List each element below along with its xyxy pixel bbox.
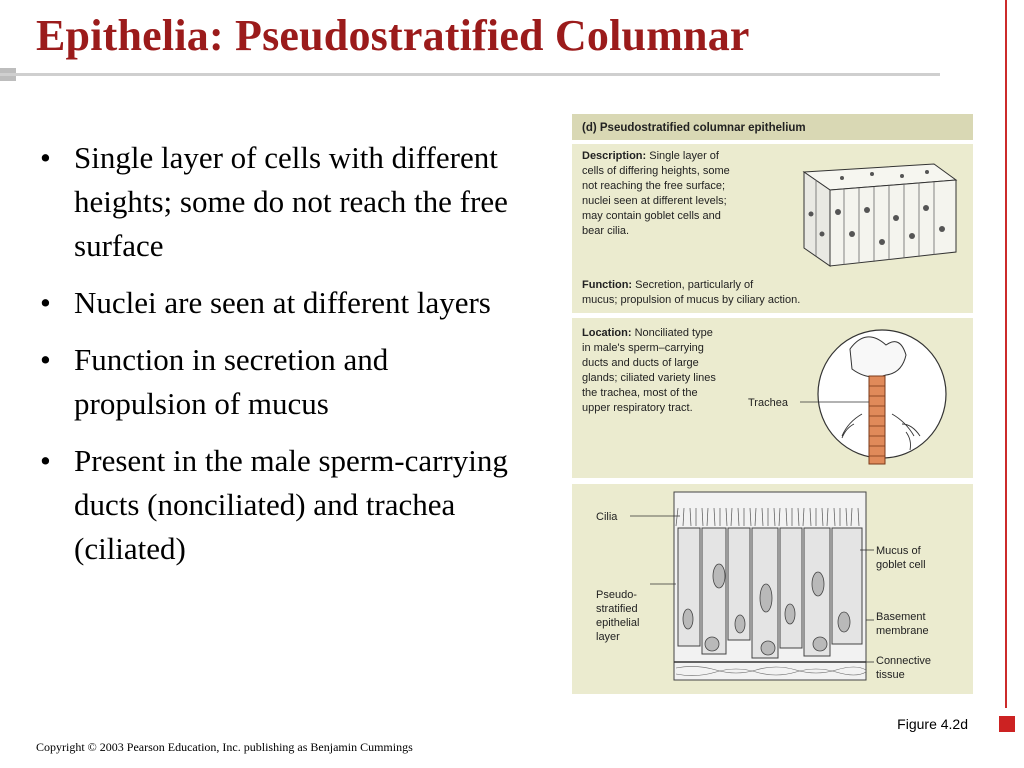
location-text: in male's sperm–carrying — [582, 342, 704, 354]
location-label: Location: — [582, 327, 632, 339]
corner-accent-square — [999, 716, 1015, 732]
figure-header: (d) Pseudostratified columnar epithelium — [582, 122, 806, 134]
connective-label: tissue — [876, 669, 905, 681]
location-line — [582, 327, 713, 339]
function-text: Secretion, particularly of — [635, 279, 754, 291]
description-text: nuclei seen at different levels; — [582, 195, 727, 207]
micrograph-illustration — [630, 492, 874, 680]
bullet-icon: • — [40, 285, 51, 320]
description-line — [582, 150, 720, 162]
bullet-icon: • — [40, 140, 51, 175]
mucus-label: goblet cell — [876, 559, 926, 571]
layer-label: stratified — [596, 603, 638, 615]
copyright-footer: Copyright © 2003 Pearson Education, Inc. publishing as Benjamin Cummings — [36, 740, 413, 754]
description-text: cells of differing heights, some — [582, 165, 730, 177]
bullet-list — [36, 136, 516, 584]
function-label: Function: — [582, 279, 633, 291]
epithelium-figure — [572, 114, 973, 694]
function-text: mucus; propulsion of mucus by ciliary action. — [582, 294, 801, 306]
bullet-icon: • — [40, 443, 51, 478]
function-line — [582, 279, 754, 291]
location-text: Nonciliated type — [634, 327, 713, 339]
layer-label: epithelial — [596, 617, 640, 629]
mucus-label: Mucus of — [876, 545, 921, 557]
trachea-illustration — [800, 330, 946, 464]
layer-label: Pseudo- — [596, 589, 637, 601]
location-text: glands; ciliated variety lines — [582, 372, 716, 384]
cilia-label: Cilia — [596, 511, 618, 523]
connective-label: Connective — [876, 655, 932, 667]
slide-title: Epithelia: Pseudostratified Columnar — [36, 11, 750, 60]
right-accent-line — [1005, 0, 1007, 708]
bullet-text: Nuclei are seen at different layers — [74, 285, 491, 320]
bullet-text: Single layer of cells with different heights; some do not reach the free surface — [74, 140, 508, 263]
description-text: bear cilia. — [582, 225, 630, 237]
tissue-block-illustration — [804, 164, 956, 266]
bullet-text: Function in secretion and propulsion of mucus — [74, 342, 389, 421]
trachea-label: Trachea — [748, 397, 788, 409]
bullet-item — [36, 338, 516, 426]
description-text: Single layer of — [649, 150, 719, 162]
layer-label: layer — [596, 631, 620, 643]
bullet-item — [36, 281, 516, 325]
description-text: not reaching the free surface; — [582, 180, 726, 192]
location-text: upper respiratory tract. — [582, 402, 693, 414]
location-text: the trachea, most of the — [582, 387, 698, 399]
location-text: ducts and ducts of large — [582, 357, 699, 369]
bullet-text: Present in the male sperm-carrying ducts (nonciliated) and trachea (ciliated) — [74, 443, 508, 566]
title-rule — [0, 73, 940, 76]
bullet-item — [36, 439, 516, 571]
bullet-icon: • — [40, 342, 51, 377]
basement-label: membrane — [876, 625, 929, 637]
description-text: may contain goblet cells and — [582, 210, 721, 222]
basement-label: Basement — [876, 611, 926, 623]
description-label: Description: — [582, 150, 647, 162]
figure-caption: Figure 4.2d — [897, 716, 968, 732]
bullet-item — [36, 136, 516, 268]
